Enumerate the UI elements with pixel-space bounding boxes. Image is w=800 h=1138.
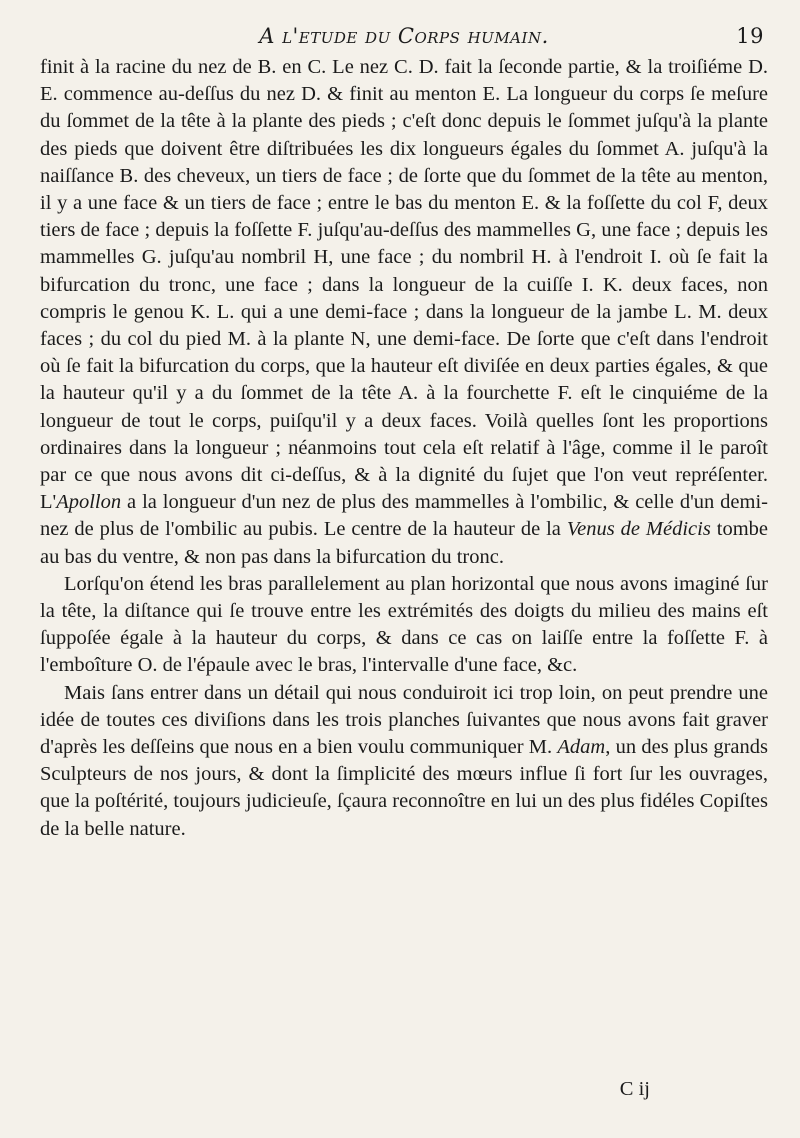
paragraph-3 xyxy=(40,680,768,843)
text-segment: Lorſqu'on étend les bras parallelement au plan horizontal que nous avons imaginé ſur la tête, la diſtance qui ſe trouve entre les extrémités des doigts du milieu des mains eſt ſuppoſée égale à la hauteur du corps, & dans ce cas on laiſſe entre la foſſette F. à l'emboîture O. de l'épaule avec le bras, l'intervalle d'une face, &c. xyxy=(40,572,768,677)
italic-segment: Adam xyxy=(557,736,606,759)
text-segment: , un des plus grands Sculpteurs de nos jours, & dont la ſimplicité des mœurs influe ſi fort ſur les ouvrages, que la poſtérité, toujours judicieuſe, ſçaura reconnoître en lui un des plus fidéles Copiſtes de la belle nature. xyxy=(40,736,768,840)
text-segment: Mais ſans entrer dans un détail qui nous conduiroit ici trop loin, on peut prendre une idée de toutes ces diviſions dans les trois planches ſuivantes que nous avons fait graver d'après les deſſeins que nous en a bien voulu communiquer M. xyxy=(40,681,768,759)
page-header xyxy=(40,22,768,54)
signature-mark: C ij xyxy=(619,1078,650,1100)
page-number: 19 xyxy=(736,24,764,48)
italic-segment: Venus de Médicis xyxy=(566,518,711,541)
italic-segment: Apollon xyxy=(56,491,122,514)
text-segment: tombe au bas du ventre, & non pas dans la bifurcation du tronc. xyxy=(40,518,768,568)
text-segment: a la longueur d'un nez de plus des mammelles à l'ombilic, & celle d'un demi-nez de plus de l'ombilic au pubis. Le centre de la hauteur de la xyxy=(40,491,768,541)
body-text xyxy=(40,54,768,843)
running-title: A l'etude du Corps humain. xyxy=(259,24,549,48)
text-segment: finit à la racine du nez de B. en C. Le nez C. D. fait la ſeconde partie, & la troiſiéme D. E. commence au-deſſus du nez D. & finit au menton E. La longueur du corps ſe meſure du ſommet de la tête à la plante des pieds ; c'eſt donc depuis le ſommet juſqu'à la plante des pieds que doivent être diſtribuées les dix longueurs égales du ſommet A. juſqu'à la naiſſance B. des cheveux, un tiers de face ; de ſorte que du ſommet de la tête au menton, il y a une face & un tiers de face ; entre le bas du menton E. & la foſſette du col F, deux tiers de face ; depuis la foſſette F. juſqu'au-deſſus des mammelles G, une face ; depuis les mammelles G. juſqu'au nombril H, une face ; du nombril H. à l'endroit I. où ſe fait la bifurcation du tronc, une face ; dans la longueur de la cuiſſe I. K. deux faces, non compris le genou K. L. qui a une demi-face ; dans la longueur de la jambe L. M. deux faces ; du col du pied M. à la plante N, une demi-face. De ſorte que c'eſt dans l'endroit où ſe fait la bifurcation du corps, que la hauteur eſt diviſée en deux parties égales, & que la hauteur qu'il y a du ſommet de la tête A. à la fourchette F. eſt le cinquiéme de la longueur de tout le corps, puiſqu'il y a deux faces. Voilà quelles ſont les proportions ordinaires dans la longueur ; néanmoins tout cela eſt relatif à l'âge, comme il le paroît par ce que nous avons dit ci-deſſus, & à la dignité du ſujet que l'on veut repréſenter. L' xyxy=(40,56,768,514)
paragraph-1 xyxy=(40,54,768,571)
paragraph-2 xyxy=(40,571,768,680)
book-page xyxy=(40,22,768,1118)
